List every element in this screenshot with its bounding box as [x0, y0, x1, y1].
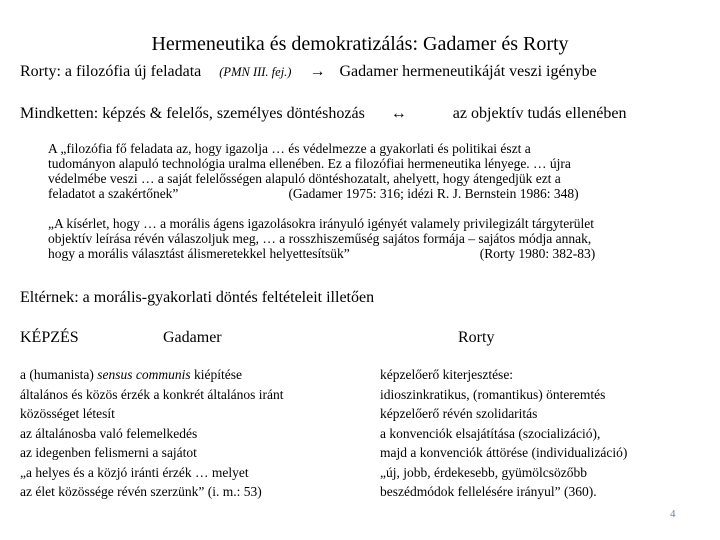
- rorty-column-head: Rorty: [458, 329, 495, 346]
- list-item: idioszinkratikus, (romantikus) önteremtés: [380, 386, 606, 402]
- list-item: „új, jobb, érdekesebb, gyümölcsözőbb: [380, 464, 587, 480]
- list-item: képzelőerő révén szolidaritás: [380, 406, 538, 421]
- rorty-citation: (Rorty 1980: 382-83): [479, 246, 596, 261]
- list-item: [20, 365, 284, 385]
- slide-title: Hermeneutika és demokratizálás: Gadamer és Rorty: [151, 33, 569, 55]
- rorty-column: [380, 365, 627, 502]
- gadamer-usage: Gadamer hermeneutikáját veszi igénybe: [339, 63, 597, 80]
- quote-line: hogy a morális választást álismeretekkel helyettesítsük”: [48, 246, 350, 261]
- list-item: az általánosba való felemelkedés: [20, 425, 198, 441]
- kepzes-label: KÉPZÉS: [20, 329, 79, 346]
- quote-line: objektív leírása révén válaszoljuk meg, … a rosszhiszeműség sajátos formája – sajátos módja annak,: [48, 231, 592, 246]
- gadamer-quote: [48, 141, 579, 201]
- gadamer-column-head: Gadamer: [163, 329, 222, 346]
- list-item: közösséget létesít: [20, 406, 115, 421]
- both-row: [20, 105, 627, 123]
- rorty-row: [20, 63, 597, 81]
- quote-line: A „filozófia fő feladata az, hogy igazolja … és védelmezze a gyakorlati és politikai észt a: [48, 141, 531, 156]
- differ-heading: Eltérnek: a morális-gyakorlati döntés feltételeit illetően: [20, 289, 375, 306]
- right-arrow-icon: →: [309, 63, 326, 80]
- list-item: általános és közös érzék a konkrét általános iránt: [20, 386, 284, 402]
- gadamer-citation: (Gadamer 1975: 316; idézi R. J. Bernstein 1986: 348): [288, 186, 579, 201]
- rorty-quote: [48, 216, 595, 261]
- quote-line: feladatot a szakértőnek”: [48, 186, 179, 201]
- quote-line: „A kísérlet, hogy … a morális ágens igazolásokra irányuló igényét valamely privilegizált tárgyterület: [48, 216, 594, 231]
- list-item: az idegenben felismerni a sajátot: [20, 445, 197, 460]
- quote-last-line: [48, 186, 579, 201]
- list-item: a konvenciók elsajátítása (szocializáció),: [380, 425, 601, 441]
- list-item: „a helyes és a közjó iránti érzék … melyet: [20, 464, 249, 480]
- list-item: beszédmódok fellelésére irányul” (360).: [380, 484, 597, 499]
- text: a (humanista): [20, 367, 98, 382]
- sensus-communis: sensus communis: [97, 367, 191, 382]
- page-number: 4: [670, 508, 676, 520]
- pmn-reference: (PMN III. fej.): [219, 65, 292, 79]
- text: kiépítése: [190, 367, 242, 382]
- quote-line: védelmébe veszi … a saját felelősségen alapuló döntéshozatalt, ahelyett, hogy átengedjük ezt a: [48, 171, 561, 186]
- quote-last-line: [48, 246, 595, 261]
- double-arrow-icon: ↔: [390, 105, 407, 122]
- gadamer-column: [20, 365, 284, 502]
- quote-line: tudományon alapuló technológia uralma ellenében. Ez a filozófiai hermeneutika lényege. … újra: [48, 156, 571, 171]
- rorty-task: Rorty: a filozófia új feladata: [20, 63, 202, 80]
- both-statement: Mindketten: képzés & felelős, személyes döntéshozás: [20, 105, 365, 122]
- list-item: képzelőerő kiterjesztése:: [380, 367, 514, 382]
- objective-knowledge: az objektív tudás ellenében: [452, 105, 627, 122]
- list-item: majd a konvenciók áttörése (individualizáció): [380, 445, 628, 460]
- list-item: az élet közössége révén szerzünk” (i. m.: 53): [20, 484, 262, 499]
